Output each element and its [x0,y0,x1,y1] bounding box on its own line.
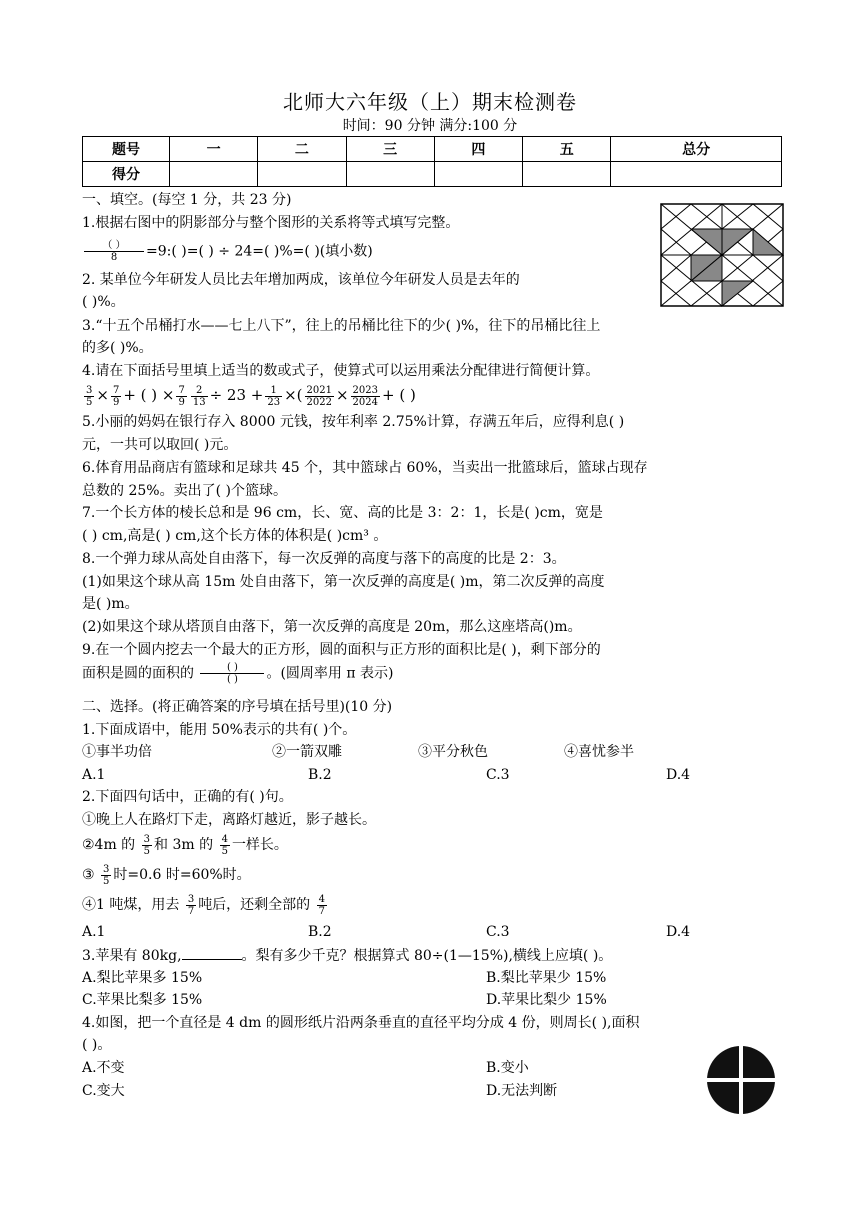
score-cell[interactable] [434,162,522,187]
q4-text: 4.请在下面括号里填上适当的数或式子，使算式可以运用乘法分配律进行简便计算。 [82,363,600,379]
q9-text-line2: 面积是圆的面积的 $\frac{( )}{( )}$ 。(圆周率用 π 表示) [82,662,394,685]
choice-d[interactable]: D.4 [666,924,691,940]
score-header-cell: 总分 [611,137,782,162]
divided-circle-figure [706,1045,776,1115]
idiom-item: ③平分秋色 [418,744,488,760]
q1-shaded-grid-figure [660,203,784,307]
score-header-cell: 一 [170,137,258,162]
choice-b[interactable]: B.2 [308,924,332,940]
s2-q2-statement-3: ③ $\frac{3}{5}$ 时=0.6 时=60%时。 [82,863,251,887]
q2-text-line2: ( )%。 [82,294,125,310]
q1-equation [82,240,650,263]
score-table-header-row [83,137,782,162]
idiom-item: ①事半功倍 [82,744,152,760]
q3-text-line1: 3.“十五个吊桶打水——七上八下”，往上的吊桶比往下的少( )%，往下的吊桶比往上 [82,318,601,334]
s2-q1-text: 1.下面成语中，能用 50%表示的共有( )个。 [82,722,357,738]
choice-b[interactable]: B.梨比苹果少 15% [486,970,607,986]
choice-d[interactable]: D.无法判断 [486,1083,558,1099]
q1-text: 1.根据右图中的阴影部分与整个图形的关系将等式填写完整。 [82,215,460,231]
q4-fraction: $\frac{2}{13}$ [192,384,206,408]
idiom-item: ②一箭双雕 [272,744,342,760]
q1-equation-rest: =9:( )=( ) ÷ 24=( )%=( )(填小数) [146,243,373,260]
q8-text: 8.一个弹力球从高处自由落下，每一次反弹的高度与落下的高度的比是 2：3。 [82,551,566,567]
q5-text-line1: 5.小丽的妈妈在银行存入 8000 元钱，按年利率 2.75%计算，存满五年后，应得利息( ) [82,414,625,430]
s2-q2-text: 2.下面四句话中，正确的有( )句。 [82,789,293,805]
choice-d[interactable]: D.4 [666,767,691,783]
score-cell[interactable] [523,162,611,187]
q4-fraction: $\frac{3}{5}$ [86,384,93,408]
s2-q2-statement-1: ①晚上人在路灯下走，离路灯越近，影子越长。 [82,812,376,828]
choice-a[interactable]: A.梨比苹果多 15% [82,970,203,986]
q7-text-line2: ( ) cm,高是( ) cm,这个长方体的体积是( )cm³ 。 [82,528,388,544]
q4-fraction: $\frac{7}{9}$ [112,384,120,408]
s2-q2-statement-4: ④1 吨煤，用去 $\frac{3}{7}$ 吨后，还剩全部的 $\frac{4}{7}$ [82,893,326,917]
q3-text-line2: 的多( )%。 [82,340,153,356]
idiom-item: ④喜忧参半 [564,744,634,760]
q1-fraction: $\frac{( )}{8}$ [84,240,144,263]
fraction: $\frac{3}{5}$ [143,833,151,857]
score-header-cell: 题号 [83,137,170,162]
s2-q4-text-line1: 4.如图，把一个直径是 4 dm 的圆形纸片沿两条垂直的直径平均分成 4 份，则周长( ),面积 [82,1015,640,1031]
q9-text-line1: 9.在一个圆内挖去一个最大的正方形，圆的面积与正方形的面积比是( )，剩下部分的 [82,642,601,658]
q5-text-line2: 元，一共可以取回( )元。 [82,437,238,453]
q4-fraction: $\frac{7}{9}$ [178,384,185,408]
choice-a[interactable]: A.不变 [82,1060,125,1076]
choice-c[interactable]: C.变大 [82,1083,125,1099]
q8-1-text-line1: (1)如果这个球从高 15m 处自由落下，第一次反弹的高度是( )m，第二次反弹的高度 [82,574,605,590]
choice-d[interactable]: D.苹果比梨少 15% [486,992,607,1008]
q8-1-text-line2: 是( )m。 [82,596,139,612]
q2-text-line1: 2. 某单位今年研发人员比去年增加两成，该单位今年研发人员是去年的 [82,272,520,288]
score-cell[interactable] [611,162,782,187]
score-cell[interactable] [258,162,346,187]
score-table-score-row [83,162,782,187]
score-cell[interactable] [170,162,258,187]
section2-heading: 二、选择。(将正确答案的序号填在括号里)(10 分) [82,699,393,715]
q6-text-line1: 6.体育用品商店有篮球和足球共 45 个，其中篮球占 60%，当卖出一批篮球后，篮球占现存 [82,460,648,476]
answer-blank[interactable] [182,945,242,960]
q6-text-line2: 总数的 25%。卖出了( )个篮球。 [82,483,287,499]
fraction: $\frac{3}{5}$ [103,863,110,887]
score-header-cell: 五 [523,137,611,162]
section1-heading: 一、填空。(每空 1 分，共 23 分) [82,192,292,208]
fraction: $\frac{4}{7}$ [318,893,326,917]
s2-q4-text-line2: ( )。 [82,1037,112,1053]
score-row-label: 得分 [83,162,170,187]
choice-c[interactable]: C.3 [486,767,510,783]
q8-2-text: (2)如果这个球从塔顶自由落下，第一次反弹的高度是 20m，那么这座塔高()m。 [82,619,582,635]
q4-fraction: $\frac{2023}{2024}$ [352,384,378,408]
choice-c[interactable]: C.苹果比梨多 15% [82,992,203,1008]
choice-b[interactable]: B.变小 [486,1060,529,1076]
choice-a[interactable]: A.1 [82,767,106,783]
q4-expression: $\frac{3}{5}$ × $\frac{7}{9}$ + ( ) × $\frac{7}{9}$ $\frac{2}{13}$ ÷ 23 + $\frac{1}{23}$ ×( $\frac{2021}{2022}$ × $\frac{2023}{2024}$ + ( ) [86,384,416,408]
choice-c[interactable]: C.3 [486,924,510,940]
q9-fraction: $\frac{( )}{( )}$ [200,662,264,685]
fraction: $\frac{4}{5}$ [221,833,228,857]
q4-fraction: $\frac{1}{23}$ [267,384,281,408]
s2-q2-statement-2: ②4m 的 $\frac{3}{5}$ 和 3m 的 $\frac{4}{5}$ 一样长。 [82,833,288,857]
choice-a[interactable]: A.1 [82,924,106,940]
score-header-cell: 四 [434,137,522,162]
exam-subtitle: 时间：90 分钟 满分:100 分 [342,118,518,134]
q4-fraction: $\frac{2021}{2022}$ [306,384,332,408]
score-table [82,136,782,187]
score-cell[interactable] [346,162,434,187]
score-header-cell: 三 [346,137,434,162]
choice-b[interactable]: B.2 [308,767,332,783]
exam-title: 北师大六年级（上）期末检测卷 [283,90,577,114]
score-header-cell: 二 [258,137,346,162]
q7-text-line1: 7.一个长方体的棱长总和是 96 cm，长、宽、高的比是 3：2：1，长是( )cm，宽是 [82,505,603,521]
s2-q3-text: 3.苹果有 80kg, 。梨有多少千克？根据算式 80÷(1—15%),横线上应填( )。 [82,945,790,966]
fraction: $\frac{3}{7}$ [187,893,195,917]
